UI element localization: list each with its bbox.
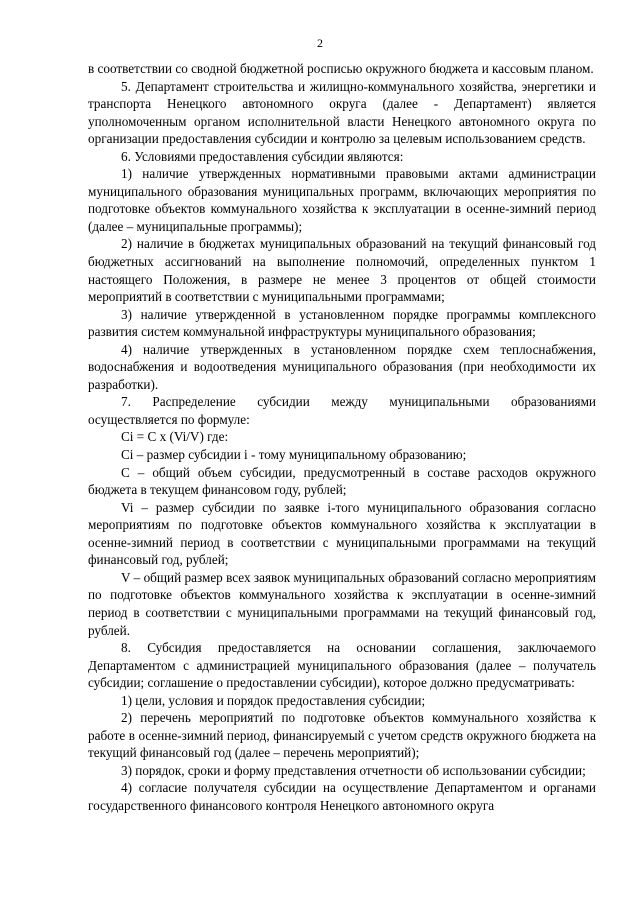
paragraph: 8. Субсидия предоставляется на основании соглашения, заключаемого Департаментом с администрацией муниципального образования (далее – получатель субсидии; соглашение о предоставлении субсидии), которое должно предусматривать: xyxy=(88,640,596,691)
paragraph: 6. Условиями предоставления субсидии являются: xyxy=(121,148,404,164)
paragraph: 1) цели, условия и порядок предоставления субсидии; xyxy=(121,692,426,708)
paragraph: 1) наличие утвержденных нормативными правовыми актами администрации муниципального образования муниципальных программ, включающих мероприятия по подготовке объектов коммунального хозяйства к эксплуатации в осенне-зимний период (далее – муниципальные программы); xyxy=(88,166,596,234)
paragraph: 5. Департамент строительства и жилищно-коммунального хозяйства, энергетики и транспорта Ненецкого автономного округа (далее - Департамент) является уполномоченным органом исполнительной власти Ненецкого автономного округа по организации предоставления субсидии и контролю за целевым использованием средств. xyxy=(88,78,596,147)
paragraph: 7. Распределение субсидии между муниципальными образованиями осуществляется по формуле: xyxy=(88,394,596,427)
paragraph: Vi – размер субсидии по заявке i-того муниципального образования согласно мероприятиям по подготовке объектов коммунального хозяйства к эксплуатации в осенне-зимний период в соответствии с муниципальными программами на текущий финансовый год, рублей; xyxy=(88,499,596,568)
paragraph: в соответствии со сводной бюджетной росписью окружного бюджета и кассовым планом. xyxy=(88,61,594,76)
paragraph: Ci – размер субсидии i - тому муниципальному образованию; xyxy=(121,447,467,463)
paragraph: 4) согласие получателя субсидии на осуществление Департаментом и органами государственного финансового контроля Ненецкого автономного округа xyxy=(88,780,596,813)
paragraph: 3) порядок, сроки и форму представления отчетности об использовании субсидии; xyxy=(121,762,586,778)
paragraph: 2) наличие в бюджетах муниципальных образований на текущий финансовый год бюджетных ассигнований на выполнение полномочий, определенных пунктом 1 настоящего Положения, в размере не менее 3 процентов от общей стоимости мероприятий в соответствии с муниципальными программами; xyxy=(88,236,596,305)
paragraph: 4) наличие утвержденных в установленном порядке схем теплоснабжения, водоснабжения и водоотведения муниципального образования (при необходимости их разработки). xyxy=(88,341,596,392)
paragraph: 3) наличие утвержденной в установленном порядке программы комплексного развития систем коммунальной инфраструктуры муниципального образования; xyxy=(88,306,596,340)
paragraph: V – общий размер всех заявок муниципальных образований согласно мероприятиям по подготовке объектов коммунального хозяйства к эксплуатации в осенне-зимний период в соответствии с муниципальными программами на текущий финансовый год, рублей. xyxy=(88,569,596,638)
paragraph: С – общий объем субсидии, предусмотренный в составе расходов окружного бюджета в текущем финансовом году, рублей; xyxy=(88,464,596,498)
page-number: 2 xyxy=(317,36,323,50)
paragraph: 2) перечень мероприятий по подготовке объектов коммунального хозяйства к работе в осенне-зимний период, финансируемый с учетом средств окружного бюджета на текущий финансовый год (далее – перечень мероприятий); xyxy=(88,710,596,761)
formula: Ci = C x (Vi/V) где: xyxy=(121,429,229,445)
document-body xyxy=(88,60,596,815)
